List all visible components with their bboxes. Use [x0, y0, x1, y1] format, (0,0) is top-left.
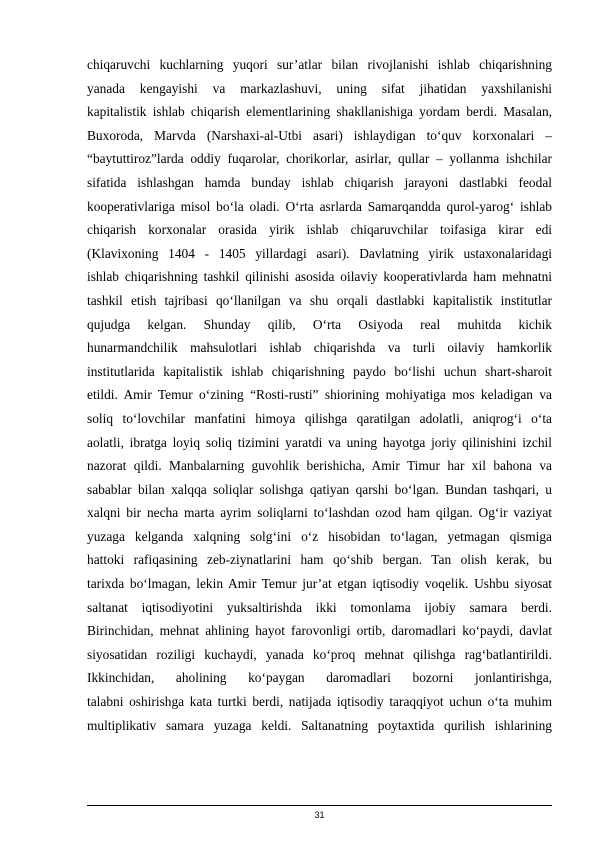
text-line: “baytuttiroz”larda oddiy fuqarolar, chorikorlar, asirlar, qullar – yollanma ishchilar [87, 151, 552, 167]
text-line: xalqni bir necha marta ayrim soliqlarni to‘lashdan ozod ham qilgan. Og‘ir vaziyat [87, 505, 552, 521]
text-line: (Klavixoning 1404 - 1405 yillardagi asari). Davlatning yirik ustaxonalaridagi [87, 245, 552, 261]
text-line: kapitalistik ishlab chiqarish elementlarining shakllanishiga yordam berdi. Masalan, [87, 104, 552, 120]
text-line: hunarmandchilik mahsulotlari ishlab chiqarishda va turli oilaviy hamkorlik [87, 340, 552, 356]
text-line: chiqarish korxonalar orasida yirik ishlab chiqaruvchilar toifasiga kirar edi [87, 222, 552, 238]
text-line: sifatida ishlashgan hamda bunday ishlab chiqarish jarayoni dastlabki feodal [87, 174, 552, 190]
text-line: etildi. Amir Temur o‘zining “Rosti-rusti” shiorining mohiyatiga mos keladigan va [87, 387, 552, 403]
text-line: tarixda bo‘lmagan, lekin Amir Temur jur’at etgan iqtisodiy voqelik. Ushbu siyosat [87, 576, 552, 592]
text-line: soliq to‘lovchilar manfatini himoya qilishga qaratilgan adolatli, aniqrog‘i o‘ta [87, 410, 552, 426]
page-number: 31 [314, 810, 325, 820]
text-line: chiqaruvchi kuchlarning yuqori sur’atlar bilan rivojlanishi ishlab chiqarishning [87, 57, 552, 72]
text-line: hattoki rafiqasining zeb-ziynatlarini ham qo‘shib bergan. Tan olish kerak, bu [87, 552, 552, 568]
text-line: sabablar bilan xalqqa soliqlar solishga qatiyan qarshi bo‘lgan. Bundan tashqari, u [87, 481, 552, 497]
text-line: aolatli, ibratga loyiq soliq tizimini yaratdi va uning hayotga joriy qilinishini izchil [87, 434, 552, 450]
text-line: saltanat iqtisodiyotini yuksaltirishda ikki tomonlama ijobiy samara berdi. [87, 599, 552, 615]
text-line: ishlab chiqarishning tashkil qilinishi asosida oilaviy kooperativlarda ham mehnatni [87, 269, 552, 285]
text-line: multiplikativ samara yuzaga keldi. Saltanatning poytaxtida qurilish ishlarining [87, 717, 552, 733]
text-line: institutlarida kapitalistik ishlab chiqarishning paydo bo‘lishi uchun shart-sharoit [87, 363, 552, 379]
body-text [87, 53, 552, 737]
text-line: yuzaga kelganda xalqning solg‘ini o‘z hisobidan to‘lagan, yetmagan qismiga [87, 528, 552, 544]
text-line: kooperativlariga misol bo‘la oladi. O‘rta asrlarda Samarqandda qurol-yarog‘ ishlab [87, 198, 552, 214]
footer-divider [87, 805, 552, 806]
text-line: siyosatidan roziligi kuchaydi, yanada ko‘proq mehnat qilishga rag‘batlantirildi. [87, 646, 552, 662]
text-line: qujudga kelgan. Shunday qilib, O‘rta Osiyoda real muhitda kichik [87, 316, 552, 332]
text-line: yanada kengayishi va markazlashuvi, uning sifat jihatidan yaxshilanishi [87, 80, 552, 96]
text-line: Birinchidan, mehnat ahlining hayot farovonligi ortib, daromadlari ko‘paydi, davlat [87, 623, 552, 639]
text-line: tashkil etish tajribasi qo‘llanilgan va shu orqali dastlabki kapitalistik institutlar [87, 292, 552, 308]
text-line: talabni oshirishga kata turtki berdi, natijada iqtisodiy taraqqiyot uchun o‘ta muhim [87, 694, 552, 710]
text-line: nazorat qildi. Manbalarning guvohlik berishicha, Amir Timur har xil bahona va [87, 458, 552, 474]
text-line: Buxoroda, Marvda (Narshaxi-al-Utbi asari) ishlaydigan to‘quv korxonalari – [87, 127, 552, 143]
text-line: Ikkinchidan, aholining ko‘paygan daromadlari bozorni jonlantirishga, [87, 670, 552, 686]
